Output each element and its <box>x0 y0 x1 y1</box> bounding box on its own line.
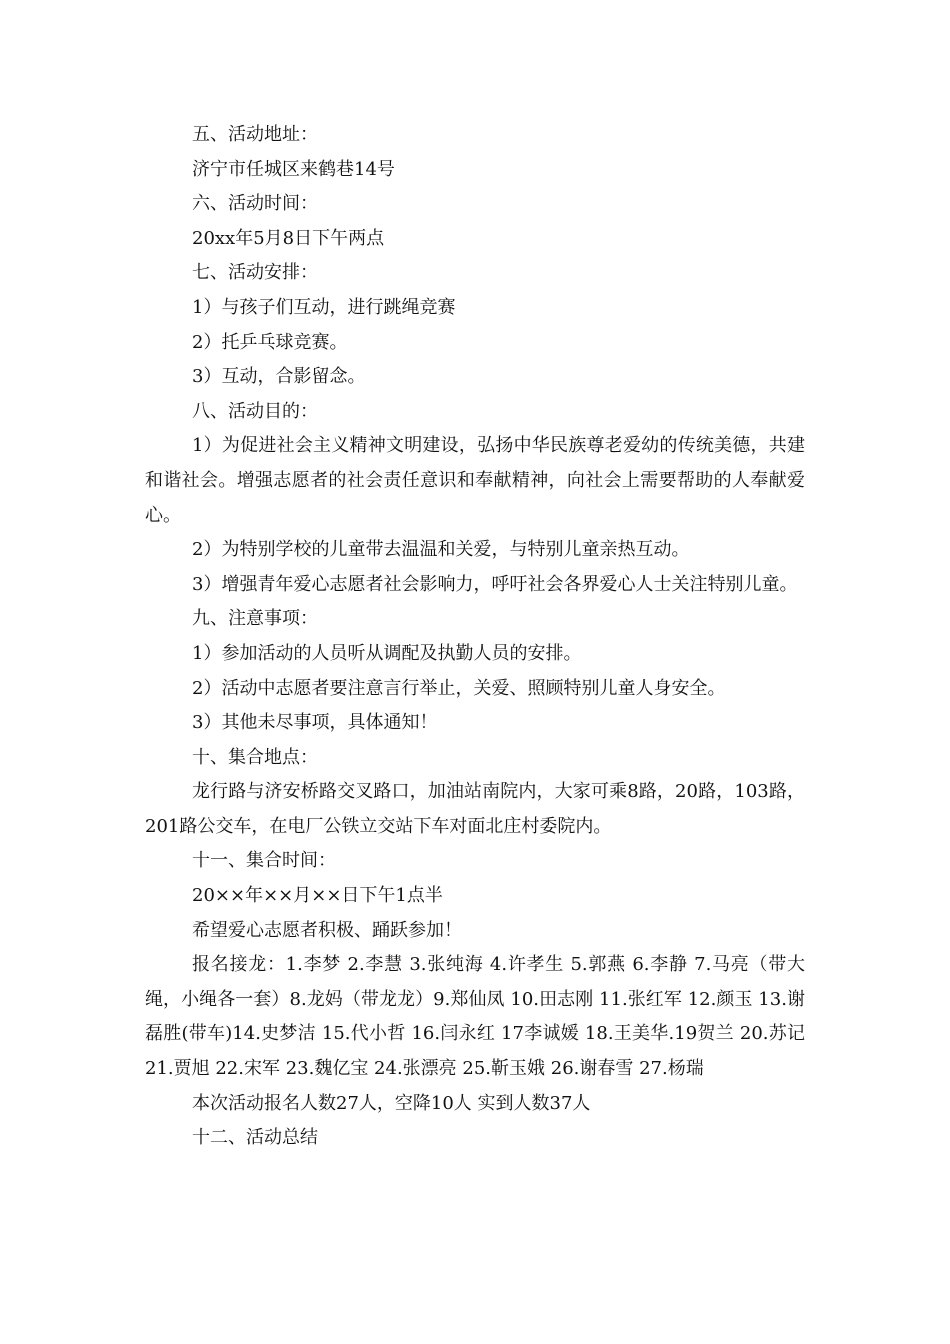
section-heading-notes: 九、注意事项： <box>192 608 318 630</box>
notes-item-3: 3）其他未尽事项，具体通知！ <box>192 712 438 734</box>
arrangement-item-3: 3）互动，合影留念。 <box>192 366 366 388</box>
attendance-summary-text: 本次活动报名人数27人，空降10人 实到人数37人 <box>192 1092 591 1114</box>
meeting-time-text: 20××年××月××日下午1点半 <box>192 885 443 907</box>
section-heading-time: 六、活动时间： <box>192 193 318 215</box>
address-text: 济宁市任城区来鹤巷14号 <box>192 158 395 180</box>
arrangement-item-2: 2）托乒乓球竞赛。 <box>192 331 348 353</box>
meeting-place-text: 龙行路与济安桥路交叉路口，加油站南院内，大家可乘8路，20路，103路，201路公交车，在电厂公铁立交站下车对面北庄村委院内。 <box>145 781 805 837</box>
section-heading-meeting-time: 十一、集合时间： <box>192 850 336 872</box>
call-to-action-text: 希望爱心志愿者积极、踊跃参加！ <box>192 919 462 941</box>
document-page <box>145 118 805 1156</box>
purpose-item-2: 2）为特别学校的儿童带去温温和关爱，与特别儿童亲热互动。 <box>192 539 690 561</box>
purpose-item-1: 1）为促进社会主义精神文明建设，弘扬中华民族尊老爱幼的传统美德，共建和谐社会。增强志愿者的社会责任意识和奉献精神，向社会上需要帮助的人奉献爱心。 <box>145 435 805 526</box>
section-heading-summary: 十二、活动总结 <box>192 1127 318 1149</box>
purpose-item-3: 3）增强青年爱心志愿者社会影响力，呼吁社会各界爱心人士关注特别儿童。 <box>192 573 798 595</box>
section-heading-meeting-place: 十、集合地点： <box>192 746 318 768</box>
section-heading-address: 五、活动地址： <box>192 124 318 145</box>
section-heading-arrangement: 七、活动安排： <box>192 262 318 284</box>
section-heading-purpose: 八、活动目的： <box>192 400 318 422</box>
arrangement-item-1: 1）与孩子们互动，进行跳绳竞赛 <box>192 296 456 318</box>
notes-item-1: 1）参加活动的人员听从调配及执勤人员的安排。 <box>192 642 582 664</box>
notes-item-2: 2）活动中志愿者要注意言行举止，关爱、照顾特别儿童人身安全。 <box>192 677 726 699</box>
time-text: 20xx年5月8日下午两点 <box>192 227 385 249</box>
signup-list-text: 报名接龙：1.李梦 2.李慧 3.张纯海 4.许孝生 5.郭燕 6.李静 7.马亮（带大绳，小绳各一套）8.龙妈（带龙龙）9.郑仙凤 10.田志刚 11.张红军 12.颜玉 13.谢磊胜(带车)14.史梦洁 15.代小哲 16.闫永红 17李诚媛 18.王美华.19贺兰 20.苏记 21.贾旭 22.宋军 23.魏亿宝 24.张漂亮 25.靳玉娥 26.谢春雪 27.杨瑞 <box>145 954 805 1080</box>
